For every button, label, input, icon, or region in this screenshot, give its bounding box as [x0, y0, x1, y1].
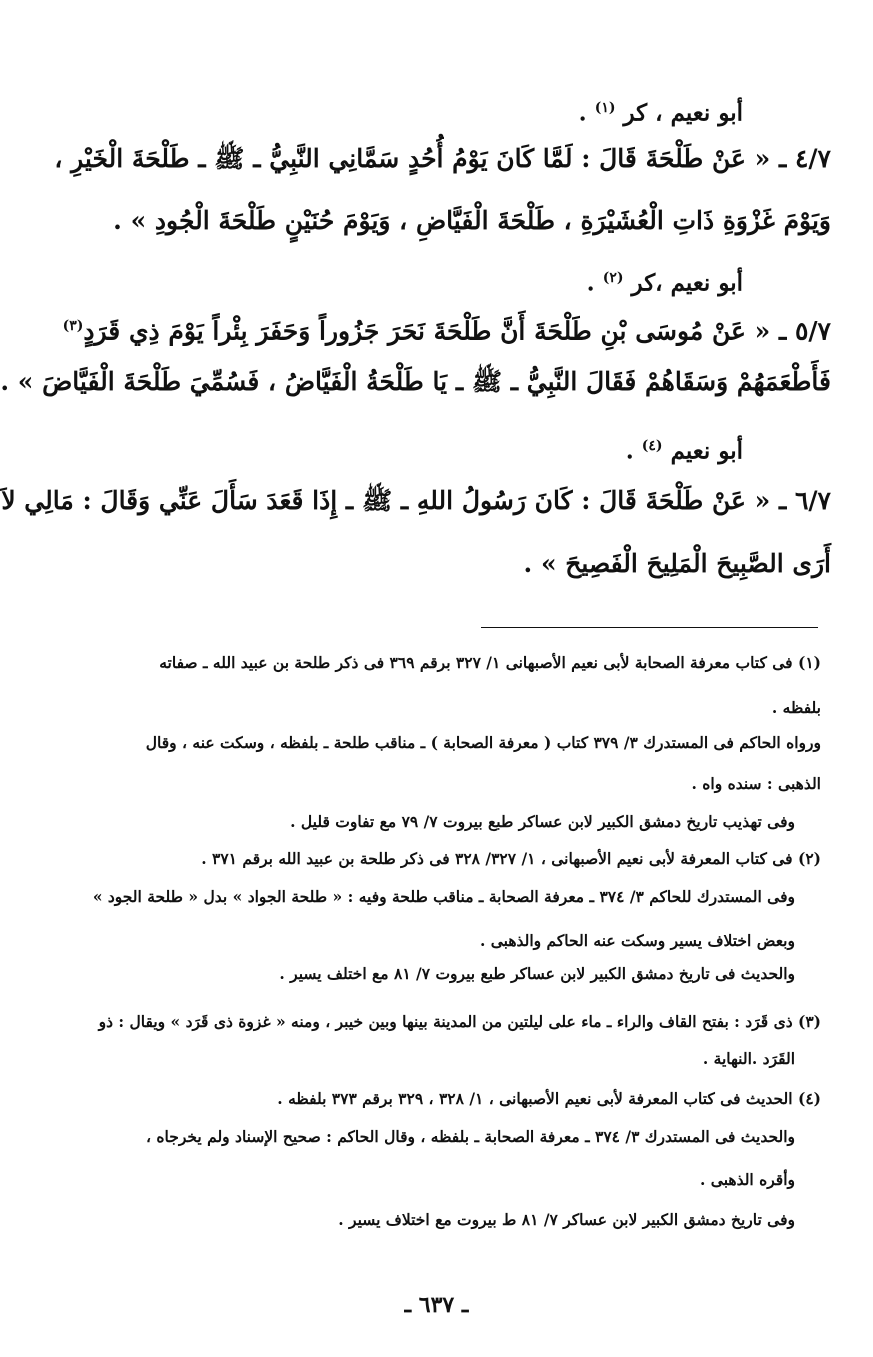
- footnote-1-line-5: وفى تهذيب تاريخ دمشق الكبير لابن عساكر طبع بيروت ٧/ ٧٩ مع تفاوت قليل .: [290, 812, 795, 831]
- footnote-3-line-1: (٣) ذى قَرَد : بفتح القاف والراء ـ ماء على ليلتين من المدينة بينها وبين خيبر ، ومنه « غزوة ذى قَرَد » ويقال : ذو: [98, 1012, 821, 1031]
- footnote-marker: (٢): [602, 270, 624, 286]
- footnote-4-line-3: وأقره الذهبى .: [700, 1170, 795, 1189]
- hadith-text: ٥/٧ ـ « عَنْ مُوسَى بْنِ طَلْحَةَ أَنَّ طَلْحَةَ نَحَرَ جَزُوراً وَحَفَرَ بِئْراً يَوْمَ ذِي قَرَدٍ: [83, 316, 831, 346]
- footnote-1-line-4: الذهبى : سنده واه .: [691, 774, 821, 793]
- source-line-2: [587, 262, 743, 300]
- hadith-4-line-1: [54, 142, 831, 176]
- footnote-marker: (٣): [62, 318, 84, 334]
- hadith-text: فَأَطْعَمَهُمْ وَسَقَاهُمْ فَقَالَ النَّبِيُّ ـ ﷺ ـ يَا طَلْحَةُ الْفَيَّاضُ ، فَسُمِّيَ طَلْحَةَ الْفَيَّاضَ » .: [0, 367, 831, 396]
- footnote-1-line-3: ورواه الحاكم فى المستدرك ٣/ ٣٧٩ كتاب ( معرفة الصحابة ) ـ مناقب طلحة ـ بلفظه ، وسكت عنه ، وقال: [145, 733, 821, 752]
- source-text: أبو نعيم ، كر: [623, 99, 743, 127]
- hadith-text: ٤/٧ ـ « عَنْ طَلْحَةَ قَالَ : لَمَّا كَانَ يَوْمُ أُحُدٍ سَمَّانِي النَّبِيُّ ـ ﷺ ـ طَلْحَةَ الْخَيْرِ ،: [54, 144, 831, 173]
- footnote-2-line-2: وفى المستدرك للحاكم ٣/ ٣٧٤ ـ معرفة الصحابة ـ مناقب طلحة وفيه : « طلحة الجواد » بدل « طلحة الجود »: [92, 887, 795, 906]
- hadith-4-line-2: [113, 204, 831, 238]
- footnote-2-line-4: والحديث فى تاريخ دمشق الكبير لابن عساكر طبع بيروت ٧/ ٨١ مع اختلف يسير .: [279, 964, 795, 983]
- hadith-text: أَرَى الصَّبِيحَ الْمَلِيحَ الْفَصِيحَ » .: [523, 549, 831, 578]
- footnote-marker: (٤): [641, 438, 663, 454]
- period: .: [586, 269, 595, 297]
- footnote-2-line-1: (٢) فى كتاب المعرفة لأبى نعيم الأصبهانى ، ١/ ٣٢٧/ ٣٢٨ فى ذكر طلحة بن عبيد الله برقم ٣٧١ .: [201, 849, 821, 868]
- period: .: [625, 437, 634, 465]
- source-text: أبو نعيم: [670, 437, 743, 465]
- hadith-6-line-1: [1, 484, 831, 518]
- footnote-marker: (١): [594, 100, 616, 116]
- hadith-text: وَيَوْمَ غَزْوَةِ ذَاتِ الْعُشَيْرَةِ ، طَلْحَةَ الْفَيَّاضِ ، وَيَوْمَ حُنَيْنٍ طَلْحَةَ الْجُودِ » .: [113, 206, 831, 235]
- footnote-4-line-1: (٤) الحديث فى كتاب المعرفة لأبى نعيم الأصبهانى ، ١/ ٣٢٨ ، ٣٢٩ برقم ٣٧٣ بلفظه .: [277, 1089, 821, 1108]
- footnote-separator: [481, 627, 818, 628]
- period: .: [578, 99, 587, 127]
- footnote-3-line-2: القَرَد .النهاية .: [702, 1049, 795, 1068]
- footnote-1-line-2: بلفظه .: [771, 698, 821, 717]
- hadith-6-line-2: [524, 547, 831, 581]
- source-line-3: [626, 430, 743, 468]
- source-line-1: [579, 92, 743, 130]
- source-text: أبو نعيم ،كر: [631, 269, 743, 297]
- footnote-4-line-2: والحديث فى المستدرك ٣/ ٣٧٤ ـ معرفة الصحابة ـ بلفظه ، وقال الحاكم : صحيح الإسناد ولم يخرجاه ،: [146, 1127, 795, 1146]
- hadith-5-line-1: [63, 309, 831, 348]
- hadith-text: ٦/٧ ـ « عَنْ طَلْحَةَ قَالَ : كَانَ رَسُولُ اللهِ ـ ﷺ ـ إِذَا قَعَدَ سَأَلَ عَنِّي وَقَالَ : مَالِي لاَ: [1, 486, 831, 515]
- hadith-5-line-2: [0, 365, 831, 399]
- footnote-2-line-3: وبعض اختلاف يسير وسكت عنه الحاكم والذهبى .: [479, 931, 795, 950]
- page-number: ـ ٦٣٧ ـ: [404, 1292, 469, 1318]
- footnote-4-line-4: وفى تاريخ دمشق الكبير لابن عساكر ٧/ ٨١ ط بيروت مع اختلاف يسير .: [338, 1210, 795, 1229]
- footnote-1-line-1: (١) فى كتاب معرفة الصحابة لأبى نعيم الأصبهانى ١/ ٣٢٧ برقم ٣٦٩ فى ذكر طلحة بن عبيد الله ـ صفاته: [159, 653, 821, 672]
